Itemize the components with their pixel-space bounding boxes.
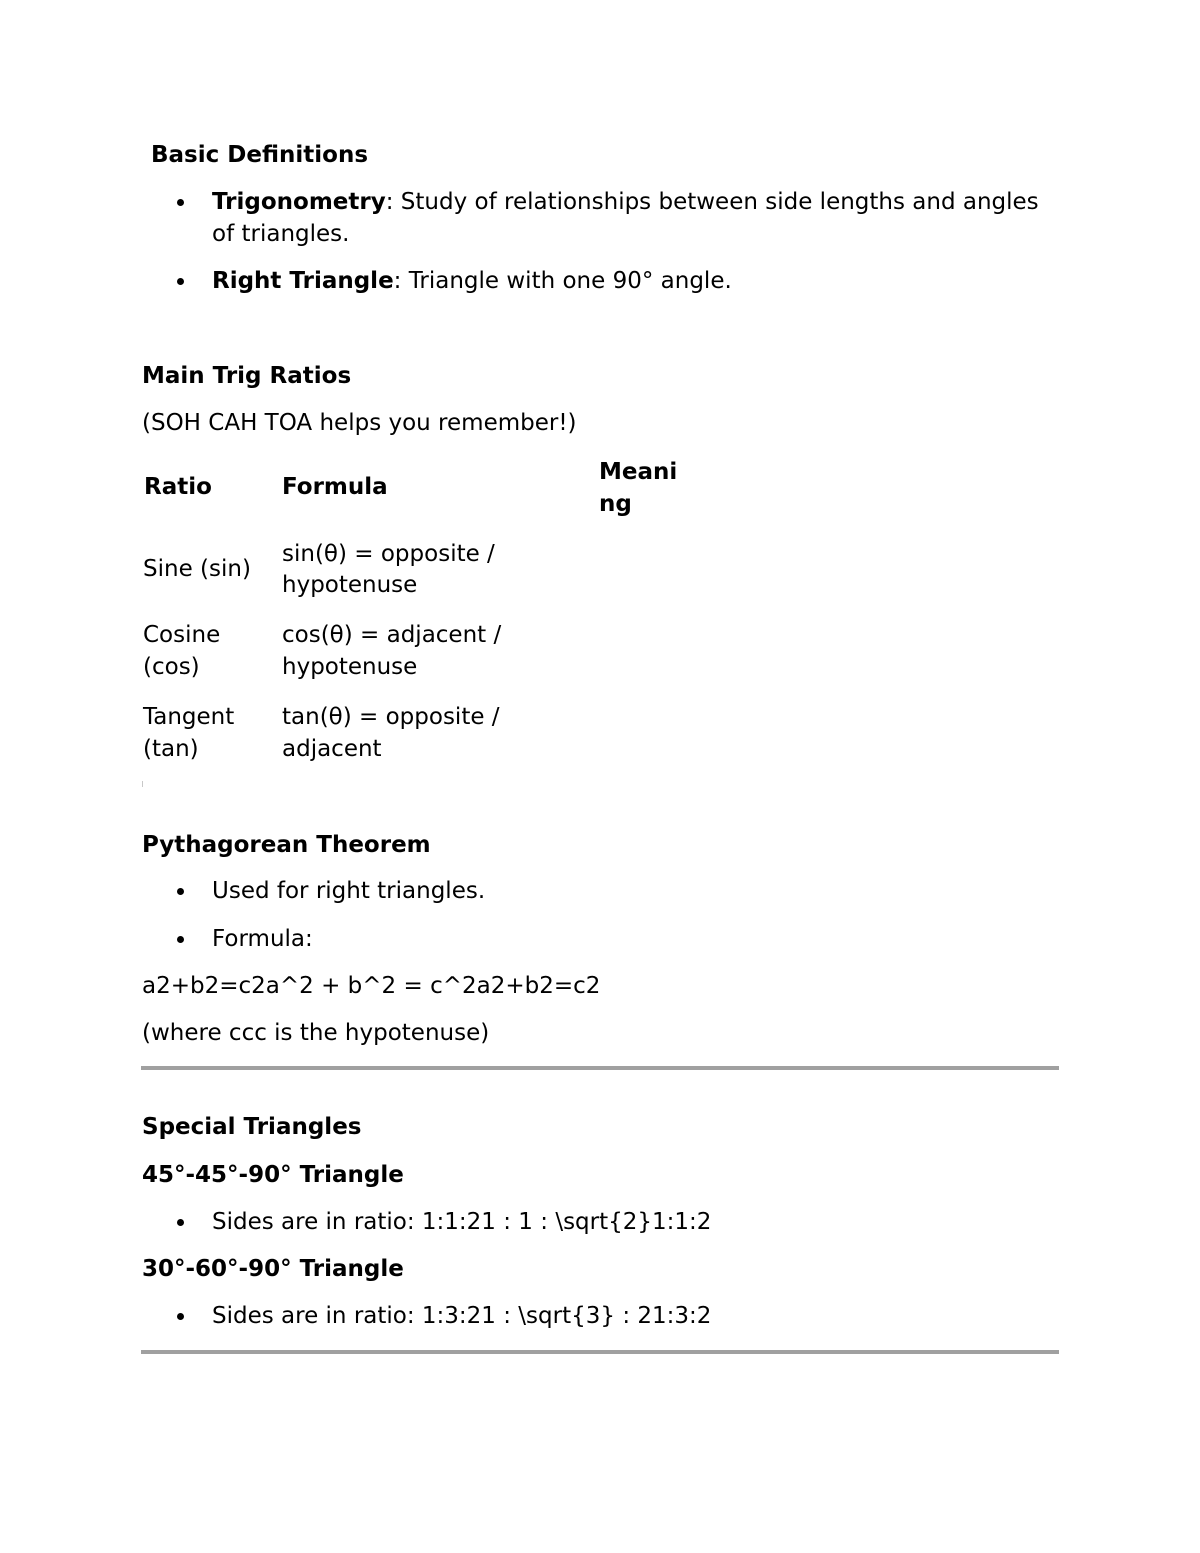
table-cell-ratio-cosine: Cosine — [143, 622, 221, 648]
special-triangles-heading: Special Triangles — [142, 1114, 362, 1140]
bullet-icon — [177, 1219, 184, 1226]
table-header-meaning-line2: ng — [599, 491, 632, 517]
bullet-icon — [177, 936, 184, 943]
section-divider — [141, 1350, 1059, 1354]
bullet-icon — [177, 888, 184, 895]
table-cell-ratio-cosine-line2: (cos) — [143, 654, 200, 680]
table-cell-ratio-tangent: Tangent — [143, 704, 235, 730]
triangle-45-45-90-ratio: Sides are in ratio: 1:1:21 : 1 : \sqrt{2}1:1:2 — [212, 1209, 712, 1235]
table-cell-formula-cosine-line2: hypotenuse — [282, 654, 418, 680]
bullet-icon — [177, 1313, 184, 1320]
table-edge-mark — [142, 781, 143, 787]
triangle-45-45-90-heading: 45°-45°-90° Triangle — [142, 1162, 404, 1188]
definition-right-triangle — [212, 265, 732, 297]
section-divider — [141, 1066, 1059, 1070]
triangle-30-60-90-ratio: Sides are in ratio: 1:3:21 : \sqrt{3} : 21:3:2 — [212, 1303, 712, 1329]
table-header-ratio: Ratio — [144, 474, 212, 500]
term-right-triangle: Right Triangle — [212, 268, 394, 294]
pythagorean-theorem-heading: Pythagorean Theorem — [142, 832, 431, 858]
main-trig-ratios-heading: Main Trig Ratios — [142, 363, 352, 389]
definition-trigonometry-line2: of triangles. — [212, 221, 350, 247]
table-cell-ratio-tangent-line2: (tan) — [143, 736, 199, 762]
triangle-30-60-90-heading: 30°-60°-90° Triangle — [142, 1256, 404, 1282]
table-cell-formula-cosine: cos(θ) = adjacent / — [282, 622, 502, 648]
pythagorean-item-usage: Used for right triangles. — [212, 878, 486, 904]
bullet-icon — [177, 199, 184, 206]
hypotenuse-note: (where ccc is the hypotenuse) — [142, 1020, 490, 1046]
definition-text: : Triangle with one 90° angle. — [393, 268, 732, 294]
definition-text: : Study of relationships between side lengths and angles — [385, 189, 1039, 215]
table-cell-formula-sine: sin(θ) = opposite / — [282, 541, 495, 567]
pythagorean-formula: a2+b2=c2a^2 + b^2 = c^2a2+b2=c2 — [142, 973, 601, 999]
table-header-meaning: Meani — [599, 459, 678, 485]
pythagorean-item-formula: Formula: — [212, 926, 313, 952]
table-header-formula: Formula — [282, 474, 388, 500]
table-cell-formula-tangent-line2: adjacent — [282, 736, 382, 762]
bullet-icon — [177, 278, 184, 285]
definition-trigonometry — [212, 186, 1039, 218]
table-cell-ratio-sine: Sine (sin) — [143, 556, 251, 582]
soh-cah-toa-note: (SOH CAH TOA helps you remember!) — [142, 410, 577, 436]
table-cell-formula-sine-line2: hypotenuse — [282, 572, 418, 598]
term-trigonometry: Trigonometry — [212, 189, 386, 215]
table-cell-formula-tangent: tan(θ) = opposite / — [282, 704, 500, 730]
basic-definitions-heading: Basic Definitions — [151, 142, 369, 168]
